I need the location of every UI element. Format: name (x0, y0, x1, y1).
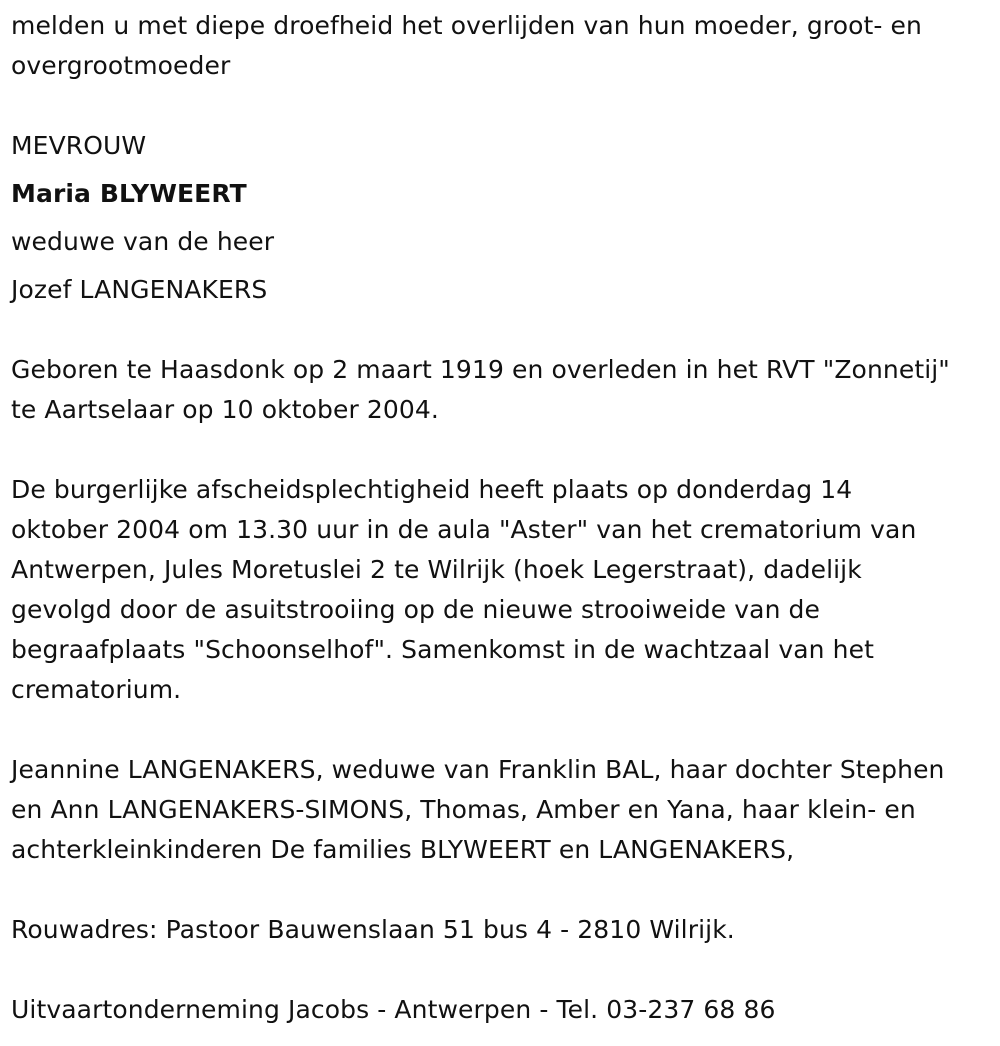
widow-of-text: weduwe van de heer (11, 227, 275, 256)
birth-death-line-1: Geboren te Haasdonk op 2 maart 1919 en overleden in het RVT "Zonnetij" (11, 355, 950, 384)
honorific-title: MEVROUW (11, 131, 147, 160)
funeral-home: Uitvaartonderneming Jacobs - Antwerpen - Tel. 03-237 68 86 (11, 995, 776, 1024)
ceremony-line-6: crematorium. (11, 675, 182, 704)
ceremony-line-3: Antwerpen, Jules Moretuslei 2 te Wilrijk (hoek Legerstraat), dadelijk (11, 555, 862, 584)
mourning-address: Rouwadres: Pastoor Bauwenslaan 51 bus 4 - 2810 Wilrijk. (11, 915, 735, 944)
ceremony-line-2: oktober 2004 om 13.30 uur in de aula "Aster" van het crematorium van (11, 515, 917, 544)
spouse-name: Jozef LANGENAKERS (11, 275, 268, 304)
family-line-3: achterkleinkinderen De families BLYWEERT en LANGENAKERS, (11, 835, 795, 864)
ceremony-line-1: De burgerlijke afscheidsplechtigheid heeft plaats op donderdag 14 (11, 475, 853, 504)
family-line-2: en Ann LANGENAKERS-SIMONS, Thomas, Amber en Yana, haar klein- en (11, 795, 916, 824)
ceremony-line-4: gevolgd door de asuitstrooiing op de nieuwe strooiweide van de (11, 595, 821, 624)
family-line-1: Jeannine LANGENAKERS, weduwe van Franklin BAL, haar dochter Stephen (11, 755, 945, 784)
intro-line-2: overgrootmoeder (11, 51, 231, 80)
ceremony-line-5: begraafplaats "Schoonselhof". Samenkomst in de wachtzaal van het (11, 635, 875, 664)
deceased-name: Maria BLYWEERT (11, 179, 247, 208)
birth-death-line-2: te Aartselaar op 10 oktober 2004. (11, 395, 439, 424)
intro-line-1: melden u met diepe droefheid het overlijden van hun moeder, groot- en (11, 11, 922, 40)
